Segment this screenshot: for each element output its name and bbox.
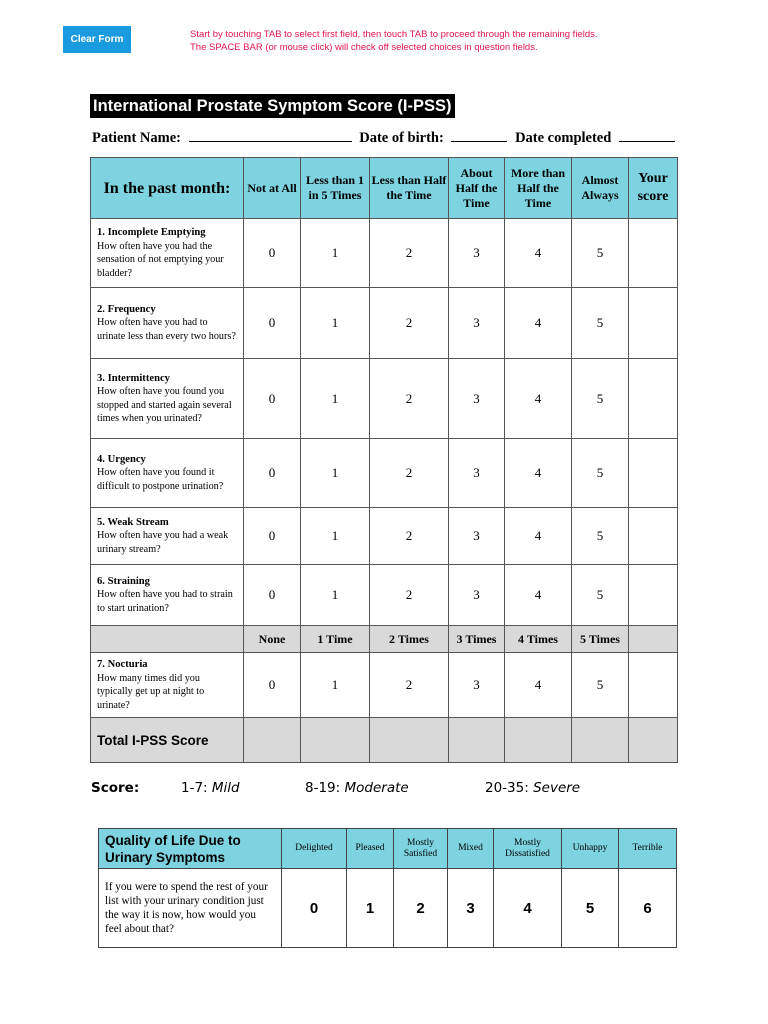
answer-option[interactable]: 2	[370, 359, 449, 439]
answer-option[interactable]: 4	[505, 288, 572, 359]
header-not-at-all: Not at All	[244, 158, 301, 219]
answer-option[interactable]: 2	[370, 653, 449, 718]
total-score-field[interactable]	[629, 718, 678, 763]
nocturia-header-row	[91, 626, 678, 653]
question-title: 7. Nocturia	[97, 659, 148, 670]
qol-header-row	[99, 829, 677, 869]
answer-option[interactable]: 1	[301, 653, 370, 718]
question-text: How often have you found you stopped and started again several times when you urinated?	[97, 386, 232, 424]
header-less-than-half: Less than Half the Time	[370, 158, 449, 219]
answer-option[interactable]: 2	[370, 219, 449, 288]
score-legend-label: Score:	[91, 780, 140, 796]
answer-option[interactable]: 4	[505, 565, 572, 626]
score-field[interactable]	[629, 653, 678, 718]
score-field[interactable]	[629, 439, 678, 508]
question-text: How often have you had to urinate less than every two hours?	[97, 317, 236, 342]
score-field[interactable]	[629, 288, 678, 359]
answer-option[interactable]: 0	[244, 508, 301, 565]
question-cell	[91, 508, 244, 565]
total-label: Total I-PSS Score	[91, 718, 244, 763]
answer-option[interactable]: 1	[301, 565, 370, 626]
nocturia-header-5-times: 5 Times	[572, 626, 629, 653]
total-row	[91, 718, 678, 763]
answer-option[interactable]: 0	[244, 288, 301, 359]
question-cell	[91, 359, 244, 439]
question-text: How often have you found it difficult to postpone urination?	[97, 467, 224, 492]
dob-label: Date of birth:	[359, 130, 444, 146]
table-row	[91, 359, 678, 439]
range-value: 8-19:	[305, 780, 341, 796]
qol-option[interactable]: 5	[562, 869, 619, 948]
header-about-half: About Half the Time	[449, 158, 505, 219]
answer-option[interactable]: 4	[505, 219, 572, 288]
answer-option[interactable]: 0	[244, 439, 301, 508]
date-completed-label: Date completed	[515, 130, 612, 146]
patient-name-field[interactable]	[189, 128, 352, 142]
question-cell	[91, 565, 244, 626]
question-title: 4. Urgency	[97, 453, 146, 465]
score-field[interactable]	[629, 219, 678, 288]
total-cell	[370, 718, 449, 763]
answer-option[interactable]: 0	[244, 219, 301, 288]
range-value: 20-35:	[485, 780, 529, 796]
qol-header-delighted: Delighted	[282, 829, 347, 869]
ipss-table	[90, 157, 678, 763]
question-text: How often have you had to strain to start urination?	[97, 589, 233, 614]
question-cell	[91, 288, 244, 359]
total-cell	[572, 718, 629, 763]
answer-option[interactable]: 0	[244, 653, 301, 718]
qol-option[interactable]: 4	[494, 869, 562, 948]
answer-option[interactable]: 1	[301, 288, 370, 359]
total-cell	[244, 718, 301, 763]
total-cell	[301, 718, 370, 763]
qol-option[interactable]: 0	[282, 869, 347, 948]
answer-option[interactable]: 3	[449, 359, 505, 439]
score-range-severe	[485, 780, 580, 796]
score-range-moderate	[305, 780, 409, 796]
answer-option[interactable]: 1	[301, 359, 370, 439]
answer-option[interactable]: 5	[572, 359, 629, 439]
answer-option[interactable]: 1	[301, 439, 370, 508]
nocturia-header-3-times: 3 Times	[449, 626, 505, 653]
table-row	[91, 219, 678, 288]
answer-option[interactable]: 5	[572, 439, 629, 508]
question-cell	[91, 653, 244, 718]
answer-option[interactable]: 3	[449, 219, 505, 288]
qol-option[interactable]: 1	[347, 869, 394, 948]
qol-option[interactable]: 3	[448, 869, 494, 948]
header-less-than-1-in-5: Less than 1 in 5 Times	[301, 158, 370, 219]
qol-header-terrible: Terrible	[619, 829, 677, 869]
qol-header-unhappy: Unhappy	[562, 829, 619, 869]
question-title: 3. Intermittency	[97, 372, 170, 384]
question-title: 2. Frequency	[97, 303, 156, 315]
total-cell	[449, 718, 505, 763]
question-text: How often have you had the sensation of not emptying your bladder?	[97, 240, 224, 279]
answer-option[interactable]: 5	[572, 288, 629, 359]
score-field[interactable]	[629, 508, 678, 565]
ipss-header-row	[91, 158, 678, 219]
header-more-than-half: More than Half the Time	[505, 158, 572, 219]
instruction-line-2: The SPACE BAR (or mouse click) will check off selected choices in question fields.	[190, 42, 538, 53]
answer-option[interactable]: 3	[449, 653, 505, 718]
qol-header-mixed: Mixed	[448, 829, 494, 869]
question-text: How often have you had a weak urinary stream?	[97, 530, 229, 555]
date-completed-field[interactable]	[619, 128, 675, 142]
nocturia-header-none: None	[244, 626, 301, 653]
table-row	[99, 869, 677, 948]
answer-option[interactable]: 0	[244, 359, 301, 439]
qol-header-mostly-satisfied: Mostly Satisfied	[394, 829, 448, 869]
question-cell	[91, 219, 244, 288]
table-row	[91, 508, 678, 565]
header-your-score: Your score	[629, 158, 678, 219]
question-title: 1. Incomplete Emptying	[97, 227, 206, 238]
answer-option[interactable]: 5	[572, 508, 629, 565]
nocturia-header-blank	[91, 626, 244, 653]
score-field[interactable]	[629, 359, 678, 439]
dob-field[interactable]	[451, 128, 507, 142]
qol-title: Quality of Life Due to Urinary Symptoms	[99, 829, 282, 869]
answer-option[interactable]: 3	[449, 508, 505, 565]
answer-option[interactable]: 4	[505, 508, 572, 565]
answer-option[interactable]: 5	[572, 653, 629, 718]
range-severity: Severe	[533, 780, 581, 796]
nocturia-header-2-times: 2 Times	[370, 626, 449, 653]
answer-option[interactable]: 2	[370, 288, 449, 359]
answer-option[interactable]: 4	[505, 653, 572, 718]
header-almost-always: Almost Always	[572, 158, 629, 219]
answer-option[interactable]: 1	[301, 508, 370, 565]
answer-option[interactable]: 3	[449, 288, 505, 359]
range-severity: Mild	[211, 780, 240, 796]
question-cell	[91, 439, 244, 508]
answer-option[interactable]: 2	[370, 508, 449, 565]
nocturia-header-1-time: 1 Time	[301, 626, 370, 653]
answer-option[interactable]: 5	[572, 219, 629, 288]
answer-option[interactable]: 3	[449, 565, 505, 626]
nocturia-header-4-times: 4 Times	[505, 626, 572, 653]
range-value: 1-7:	[181, 780, 208, 796]
qol-header-pleased: Pleased	[347, 829, 394, 869]
table-row	[91, 288, 678, 359]
answer-option[interactable]: 0	[244, 565, 301, 626]
page-title: International Prostate Symptom Score (I-PSS)	[90, 94, 455, 118]
patient-name-label: Patient Name:	[92, 130, 181, 146]
table-row	[91, 653, 678, 718]
patient-info-line	[92, 128, 682, 147]
answer-option[interactable]: 2	[370, 439, 449, 508]
clear-form-button[interactable]: Clear Form	[63, 26, 131, 53]
score-field[interactable]	[629, 565, 678, 626]
score-range-mild	[181, 780, 240, 796]
qol-question: If you were to spend the rest of your list with your urinary condition just the way it is now, how would you feel about that?	[99, 869, 282, 948]
answer-option[interactable]: 3	[449, 439, 505, 508]
qol-option[interactable]: 2	[394, 869, 448, 948]
answer-option[interactable]: 4	[505, 439, 572, 508]
table-row	[91, 439, 678, 508]
answer-option[interactable]: 4	[505, 359, 572, 439]
instructions	[190, 28, 750, 54]
answer-option[interactable]: 2	[370, 565, 449, 626]
quality-of-life-table	[98, 828, 677, 948]
table-row	[91, 565, 678, 626]
question-title: 5. Weak Stream	[97, 516, 169, 528]
score-legend	[91, 780, 691, 800]
question-text: How many times did you typically get up at night to urinate?	[97, 672, 205, 711]
total-cell	[505, 718, 572, 763]
answer-option[interactable]: 1	[301, 219, 370, 288]
qol-option[interactable]: 6	[619, 869, 677, 948]
answer-option[interactable]: 5	[572, 565, 629, 626]
nocturia-header-blank	[629, 626, 678, 653]
header-in-past-month: In the past month:	[91, 158, 244, 219]
instruction-line-1: Start by touching TAB to select first field, then touch TAB to proceed through the remaining fields.	[190, 29, 598, 40]
question-title: 6. Straining	[97, 575, 150, 587]
qol-header-mostly-dissatisfied: Mostly Dissatisfied	[494, 829, 562, 869]
range-severity: Moderate	[344, 780, 409, 796]
